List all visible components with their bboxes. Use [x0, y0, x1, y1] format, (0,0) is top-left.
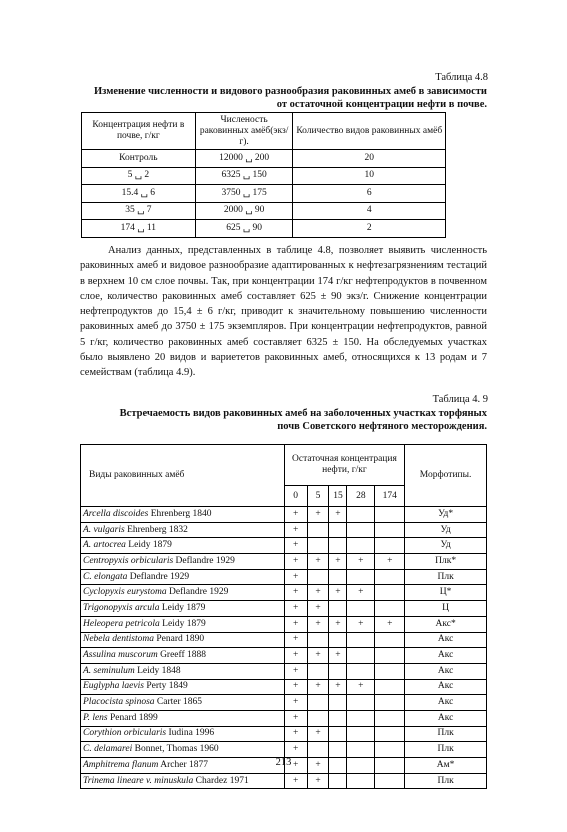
table2-cell-occurrence: +	[307, 601, 329, 617]
table2-cell-occurrence: +	[307, 507, 329, 523]
table1-cell-concentration: 35 ␣ 7	[82, 202, 196, 220]
table2-cell-occurrence: +	[284, 616, 307, 632]
table2-cell-occurrence: +	[284, 710, 307, 726]
table1-cell-species-count: 2	[293, 220, 446, 238]
table2-cell-occurrence: +	[284, 554, 307, 570]
table2-cell-occurrence	[375, 663, 405, 679]
species-latin-name: Corythion orbicularis	[83, 728, 167, 739]
species-author: Perty 1849	[143, 681, 188, 692]
table2-label: Таблица 4. 9	[432, 394, 488, 405]
table2-cell-occurrence	[307, 538, 329, 554]
page-number: 213	[275, 757, 292, 768]
table2-cell-occurrence	[347, 726, 375, 742]
table2-cell-occurrence: +	[329, 648, 347, 664]
table2-cell-occurrence: +	[347, 554, 375, 570]
table2-cell-occurrence: +	[284, 569, 307, 585]
table2-cell-occurrence: +	[284, 679, 307, 695]
table2-cell-occurrence	[329, 773, 347, 789]
table2-cell-occurrence	[347, 569, 375, 585]
table1-header-concentration: Концентрация нефти в почве, г/кг	[82, 113, 196, 150]
table2-row	[81, 522, 487, 538]
table2-header-morphotype: Морфотипы.	[405, 445, 487, 507]
table2-cell-occurrence	[375, 569, 405, 585]
table2-cell-species	[81, 726, 285, 742]
species-latin-name: Cyclopyxis eurystoma	[83, 587, 167, 598]
table2-cell-occurrence	[375, 679, 405, 695]
species-latin-name: A. seminulum	[83, 665, 135, 676]
species-latin-name: Heleopera petricola	[83, 618, 160, 629]
table2-row	[81, 726, 487, 742]
table2-cell-species	[81, 585, 285, 601]
table2-cell-occurrence	[307, 695, 329, 711]
table1-cell-species-count: 20	[293, 150, 446, 168]
species-latin-name: C. elongata	[83, 571, 128, 582]
table2-cell-occurrence	[375, 648, 405, 664]
table2-row	[81, 507, 487, 523]
table2-cell-occurrence: +	[284, 726, 307, 742]
table1-label: Таблица 4.8	[435, 72, 488, 83]
table2-row	[81, 554, 487, 570]
table2-concentration-column-header: 5	[307, 486, 329, 507]
species-author: Carter 1865	[154, 697, 203, 708]
table2-row	[81, 648, 487, 664]
species-latin-name: C. delamarei	[83, 744, 133, 755]
table2-cell-occurrence: +	[307, 679, 329, 695]
table2-cell-species	[81, 616, 285, 632]
table1-cell-abundance: 12000 ␣ 200	[195, 150, 293, 168]
table2-cell-occurrence	[347, 648, 375, 664]
table2-cell-occurrence: +	[329, 585, 347, 601]
table2-cell-occurrence: +	[284, 758, 307, 774]
table2-cell-species	[81, 507, 285, 523]
body-paragraph	[80, 243, 487, 381]
table2-cell-morphotype: Уд	[405, 522, 487, 538]
table1-cell-species-count: 6	[293, 185, 446, 203]
table2-cell-occurrence: +	[284, 522, 307, 538]
table1-row	[82, 185, 446, 203]
table1-caption	[80, 85, 487, 111]
table2-cell-occurrence	[307, 710, 329, 726]
table2-cell-occurrence: +	[307, 616, 329, 632]
table1-cell-abundance: 3750 ␣ 175	[195, 185, 293, 203]
table2-cell-occurrence: +	[307, 585, 329, 601]
table2-cell-occurrence	[347, 710, 375, 726]
table2-cell-occurrence: +	[284, 507, 307, 523]
table2-cell-occurrence: +	[284, 632, 307, 648]
species-author: Bonnet, Thomas 1960	[132, 744, 219, 755]
species-author: Iudina 1996	[166, 728, 215, 739]
table2-cell-occurrence: +	[329, 679, 347, 695]
species-author: Penard 1899	[107, 712, 158, 723]
table2-cell-occurrence	[347, 507, 375, 523]
species-latin-name: Placocista spinosa	[83, 697, 155, 708]
species-latin-name: P. lens	[83, 712, 108, 723]
table2-cell-occurrence: +	[307, 554, 329, 570]
table2-row	[81, 569, 487, 585]
table2-cell-species	[81, 522, 285, 538]
table2-row	[81, 742, 487, 758]
table2-cell-species	[81, 554, 285, 570]
table2-cell-occurrence	[375, 585, 405, 601]
table2-concentration-column-header: 174	[375, 486, 405, 507]
table2	[80, 444, 487, 789]
table2-cell-morphotype: Акс	[405, 632, 487, 648]
species-latin-name: Trinema lineare v. minuskula	[83, 775, 194, 786]
table2-cell-occurrence	[375, 632, 405, 648]
table2-cell-species	[81, 632, 285, 648]
table2-cell-species	[81, 695, 285, 711]
table2-cell-morphotype: Акс	[405, 679, 487, 695]
table2-cell-morphotype: Ц*	[405, 585, 487, 601]
table1-row	[82, 167, 446, 185]
species-author: Leidy 1848	[134, 665, 181, 676]
table2-cell-occurrence	[375, 742, 405, 758]
body-paragraph-text: Анализ данных, представленных в таблице 4.8, позволяет выявить численность раковинных амеб и видовое разнообразие адаптированных к нефтезагрязнениям тестаций в верхнем 10 см слое почвы. Так, при концентрации 174 г/кг нефтепродуктов в почвенном слое, количество раковинных амеб составляет 625 ± 90 экз/г. Снижение концентрации нефтепродуктов до 15,4 ± 6 г/кг, приводит к значительному повышению численности раковинных амеб до 3750 ± 175 экземпляров. При концентрации нефтепродуктов, равной 5 г/кг, количество раковинных амеб составляет 6325 ± 150. На обследуемых участках было выявлено 20 видов и вариететов раковинных амеб, относящихся к 13 родам и 7 семействам (таблица 4.9).	[80, 245, 487, 379]
table2-cell-occurrence: +	[347, 616, 375, 632]
species-author: Leidy 1879	[125, 540, 172, 551]
species-latin-name: Euglypha laevis	[83, 681, 144, 692]
table2-cell-species	[81, 742, 285, 758]
table1-cell-concentration: 15.4 ␣ 6	[82, 185, 196, 203]
table2-cell-occurrence: +	[284, 601, 307, 617]
table2-cell-occurrence	[347, 695, 375, 711]
table2-cell-morphotype: Акс	[405, 663, 487, 679]
table2-cell-occurrence: +	[284, 585, 307, 601]
table2-cell-occurrence	[329, 569, 347, 585]
table2-cell-occurrence	[347, 601, 375, 617]
table2-cell-occurrence: +	[347, 585, 375, 601]
table1-row	[82, 202, 446, 220]
table1-row	[82, 220, 446, 238]
table2-caption-line1: Встречаемость видов раковинных амеб на заболоченных участках торфяных	[119, 408, 487, 419]
table2-cell-occurrence	[329, 538, 347, 554]
table2-cell-occurrence	[329, 522, 347, 538]
table2-cell-occurrence	[375, 601, 405, 617]
table2-cell-species	[81, 663, 285, 679]
table2-header-concentration: Остаточная концентрация нефти, г/кг	[284, 445, 404, 486]
table2-row	[81, 710, 487, 726]
table2-cell-occurrence: +	[375, 616, 405, 632]
table2-concentration-column-header: 0	[284, 486, 307, 507]
table2-concentration-column-header: 28	[347, 486, 375, 507]
table2-row	[81, 773, 487, 789]
table2-cell-morphotype: Плк	[405, 569, 487, 585]
table2-cell-occurrence: +	[307, 758, 329, 774]
table2-cell-occurrence	[329, 663, 347, 679]
table2-cell-occurrence: +	[329, 507, 347, 523]
table1-cell-abundance: 6325 ␣ 150	[195, 167, 293, 185]
table2-cell-occurrence	[375, 538, 405, 554]
table1-cell-species-count: 4	[293, 202, 446, 220]
table1	[81, 112, 446, 238]
species-latin-name: A. vulgaris	[83, 524, 125, 535]
species-latin-name: Amphitrema flanum	[83, 759, 159, 770]
table1-header-species-count: Количество видов раковинных амёб	[293, 113, 446, 150]
table2-cell-morphotype: Акс*	[405, 616, 487, 632]
species-author: Ehrenberg 1840	[148, 508, 212, 519]
table2-cell-species	[81, 648, 285, 664]
table2-row	[81, 538, 487, 554]
table2-caption	[80, 407, 487, 433]
table2-cell-occurrence	[307, 569, 329, 585]
table2-cell-occurrence	[347, 538, 375, 554]
table2-cell-species	[81, 601, 285, 617]
table1-caption-line1: Изменение численности и видового разнообразия раковинных амеб в зависимости	[93, 86, 487, 97]
table2-cell-occurrence: +	[307, 726, 329, 742]
table2-cell-occurrence: +	[284, 663, 307, 679]
table2-cell-morphotype: Плк	[405, 773, 487, 789]
table2-cell-occurrence	[347, 522, 375, 538]
table2-cell-species	[81, 773, 285, 789]
table2-caption-line2: почв Советского нефтяного месторождения.	[277, 421, 487, 432]
species-latin-name: Trigonopyxis arcula	[83, 602, 160, 613]
table2-cell-occurrence	[375, 522, 405, 538]
table2-cell-occurrence	[375, 695, 405, 711]
species-latin-name: Nebela dentistoma	[83, 634, 154, 645]
table2-cell-species	[81, 538, 285, 554]
table2-header-species: Виды раковинных амёб	[81, 445, 285, 507]
species-author: Archer 1877	[158, 759, 208, 770]
table2-cell-occurrence	[307, 663, 329, 679]
table2-cell-occurrence: +	[284, 648, 307, 664]
table2-row	[81, 679, 487, 695]
table2-cell-occurrence: +	[307, 648, 329, 664]
table1-cell-species-count: 10	[293, 167, 446, 185]
table1-cell-concentration: Контроль	[82, 150, 196, 168]
table2-cell-morphotype: Уд	[405, 538, 487, 554]
species-latin-name: Arcella discoides	[83, 508, 149, 519]
table2-cell-morphotype: Акс	[405, 695, 487, 711]
table2-cell-occurrence: +	[284, 742, 307, 758]
table2-cell-occurrence: +	[284, 538, 307, 554]
table2-cell-occurrence: +	[347, 679, 375, 695]
table2-cell-occurrence	[375, 507, 405, 523]
table2-row	[81, 695, 487, 711]
table2-cell-occurrence	[329, 742, 347, 758]
table2-cell-occurrence	[307, 632, 329, 648]
table2-cell-occurrence	[347, 663, 375, 679]
table2-cell-occurrence	[329, 695, 347, 711]
species-author: Deflandre 1929	[166, 587, 229, 598]
table2-cell-species	[81, 710, 285, 726]
table2-cell-occurrence: +	[284, 773, 307, 789]
species-latin-name: Centropyxis orbicularis	[83, 555, 174, 566]
table2-cell-occurrence	[329, 726, 347, 742]
table2-cell-morphotype: Акс	[405, 710, 487, 726]
table2-cell-occurrence	[347, 773, 375, 789]
table2-cell-morphotype: Акс	[405, 648, 487, 664]
table2-concentration-column-header: 15	[329, 486, 347, 507]
species-author: Leidy 1879	[159, 602, 206, 613]
species-author: Leidy 1879	[159, 618, 206, 629]
table2-cell-occurrence: +	[375, 554, 405, 570]
table2-cell-occurrence	[347, 742, 375, 758]
table2-cell-occurrence	[329, 632, 347, 648]
table2-cell-occurrence: +	[329, 554, 347, 570]
table2-cell-species	[81, 569, 285, 585]
table2-row	[81, 663, 487, 679]
table1-cell-concentration: 5 ␣ 2	[82, 167, 196, 185]
table2-cell-morphotype: Уд*	[405, 507, 487, 523]
species-author: Penard 1890	[153, 634, 205, 645]
table1-header-abundance: Численость раковинных амёб(экз/г).	[195, 113, 293, 150]
table2-cell-occurrence	[375, 710, 405, 726]
table2-cell-occurrence	[329, 710, 347, 726]
table1-cell-abundance: 2000 ␣ 90	[195, 202, 293, 220]
species-author: Chardez 1971	[193, 775, 249, 786]
table1-cell-concentration: 174 ␣ 11	[82, 220, 196, 238]
table2-cell-morphotype: Плк*	[405, 554, 487, 570]
table2-row	[81, 632, 487, 648]
table2-cell-occurrence	[347, 632, 375, 648]
table2-cell-occurrence: +	[329, 616, 347, 632]
table2-row	[81, 616, 487, 632]
species-author: Greeff 1888	[157, 650, 207, 661]
table2-cell-occurrence: +	[284, 695, 307, 711]
table2-cell-morphotype: Ам*	[405, 758, 487, 774]
table2-row	[81, 601, 487, 617]
table2-cell-morphotype: Плк	[405, 742, 487, 758]
table2-cell-species	[81, 679, 285, 695]
table2-cell-occurrence	[375, 773, 405, 789]
table2-row	[81, 585, 487, 601]
table2-cell-morphotype: Плк	[405, 726, 487, 742]
table2-cell-occurrence	[375, 726, 405, 742]
species-author: Deflandre 1929	[173, 555, 235, 566]
table1-row	[82, 150, 446, 168]
species-latin-name: A. artocrea	[83, 540, 126, 551]
table1-cell-abundance: 625 ␣ 90	[195, 220, 293, 238]
species-author: Deflandre 1929	[127, 571, 190, 582]
table1-caption-line2: от остаточной концентрации нефти в почве.	[276, 99, 487, 110]
table2-cell-occurrence: +	[307, 773, 329, 789]
species-author: Ehrenberg 1832	[124, 524, 188, 535]
table2-cell-occurrence	[329, 601, 347, 617]
species-latin-name: Assulina muscorum	[83, 650, 158, 661]
table2-cell-occurrence	[307, 522, 329, 538]
table2-cell-occurrence	[307, 742, 329, 758]
table2-cell-morphotype: Ц	[405, 601, 487, 617]
